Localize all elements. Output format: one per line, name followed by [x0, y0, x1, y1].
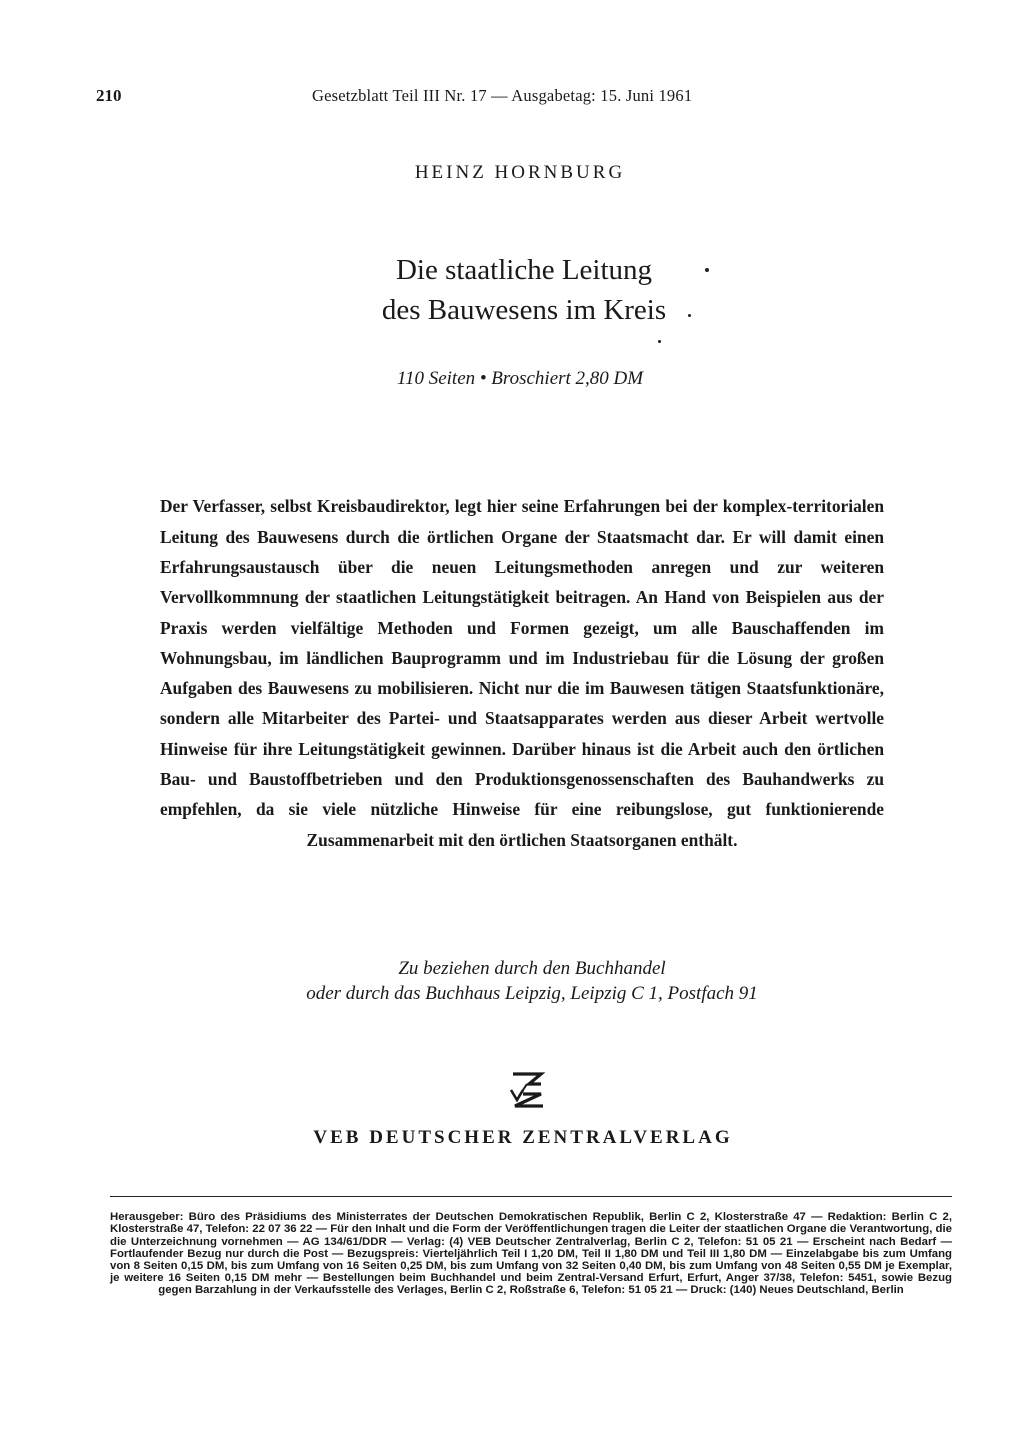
imprint-divider: [110, 1196, 952, 1197]
book-description: Der Verfasser, selbst Kreisbaudirektor, legt hier seine Erfahrungen bei der komplex-territorialen Leitung des Bauwesens durch die örtlichen Organe der Staatsmacht dar. Er will damit einen Erfahrungsaustausch über die neuen Leitungsmethoden anregen und zur weiteren Vervollkommnung der staatlichen Leitungstätigkeit beitragen. An Hand von Beispielen aus der Praxis werden vielfältige Methoden und Formen gezeigt, um alle Bauschaffenden im Wohnungsbau, im ländlichen Bauprogramm und im Industriebau für die Lösung der großen Aufgaben des Bauwesens zu mobilisieren. Nicht nur die im Bauwesen tätigen Staatsfunktionäre, sondern alle Mitarbeiter des Partei- und Staatsapparates werden aus dieser Arbeit wertvolle Hinweise für ihre Leitungstätigkeit gewinnen. Darüber hinaus ist die Arbeit auch den örtlichen Bau- und Baustoffbetrieben und den Produktionsgenossenschaften des Bauhandwerks zu empfehlen, da sie viele nützliche Hinweise für eine reibungslose, gut funktionierende Zusammenarbeit mit den örtlichen Staatsorganen enthält.: [160, 496, 884, 850]
page-number: 210: [96, 86, 122, 105]
publisher-name: VEB DEUTSCHER ZENTRALVERLAG: [313, 1127, 733, 1148]
book-meta: 110 Seiten • Broschiert 2,80 DM: [396, 368, 644, 389]
zentralverlag-logo-icon: [507, 1070, 547, 1110]
running-title: Gesetzblatt Teil III Nr. 17 — Ausgabetag: 15. Juni 1961: [312, 86, 693, 105]
running-head: [96, 86, 756, 112]
book-title: [0, 250, 1024, 330]
order-info-line-2: oder durch das Buchhaus Leipzig, Leipzig C 1, Postfach 91: [306, 983, 758, 1004]
order-info: [0, 956, 1024, 1006]
print-speck: [658, 340, 661, 343]
book-title-line-2: des Bauwesens im Kreis: [381, 294, 667, 326]
book-title-line-1: Die staatliche Leitung: [395, 254, 653, 286]
imprint-text: Herausgeber: Büro des Präsidiums des Ministerrates der Deutschen Demokratischen Republik, Berlin C 2, Klosterstraße 47 — Redaktion: Berlin C 2, Klosterstraße 47, Telefon: 22 07 36 22 — Für den Inhalt und die Form der Veröffentlichungen tragen die Leiter der staatlichen Organe die Verantwortung, die die Unterzeichnung vornehmen — AG 134/61/DDR — Verlag: (4) VEB Deutscher Zentralverlag, Berlin C 2, Telefon: 51 05 21 — Erscheint nach Bedarf — Fortlaufender Bezug nur durch die Post — Bezugspreis: Vierteljährlich Teil I 1,20 DM, Teil II 1,80 DM und Teil III 1,80 DM — Einzelabgabe bis zum Umfang von 8 Seiten 0,15 DM, bis zum Umfang von 16 Seiten 0,25 DM, bis zum Umfang von 32 Seiten 0,40 DM, bis zum Umfang von 48 Seiten 0,55 DM je Exemplar, je weitere 16 Seiten 0,15 DM mehr — Bestellungen beim Buchhandel und beim Zentral-Versand Erfurt, Erfurt, Anger 37/38, Telefon: 5451, sowie Bezug gegen Barzahlung in der Verkaufsstelle des Verlages, Berlin C 2, Roßstraße 6, Telefon: 51 05 21 — Druck: (140) Neues Deutschland, Berlin: [110, 1211, 952, 1296]
print-speck: [705, 268, 709, 272]
print-speck: [688, 314, 691, 317]
order-info-line-1: Zu beziehen durch den Buchhandel: [398, 958, 666, 979]
book-author: HEINZ HORNBURG: [414, 162, 626, 183]
